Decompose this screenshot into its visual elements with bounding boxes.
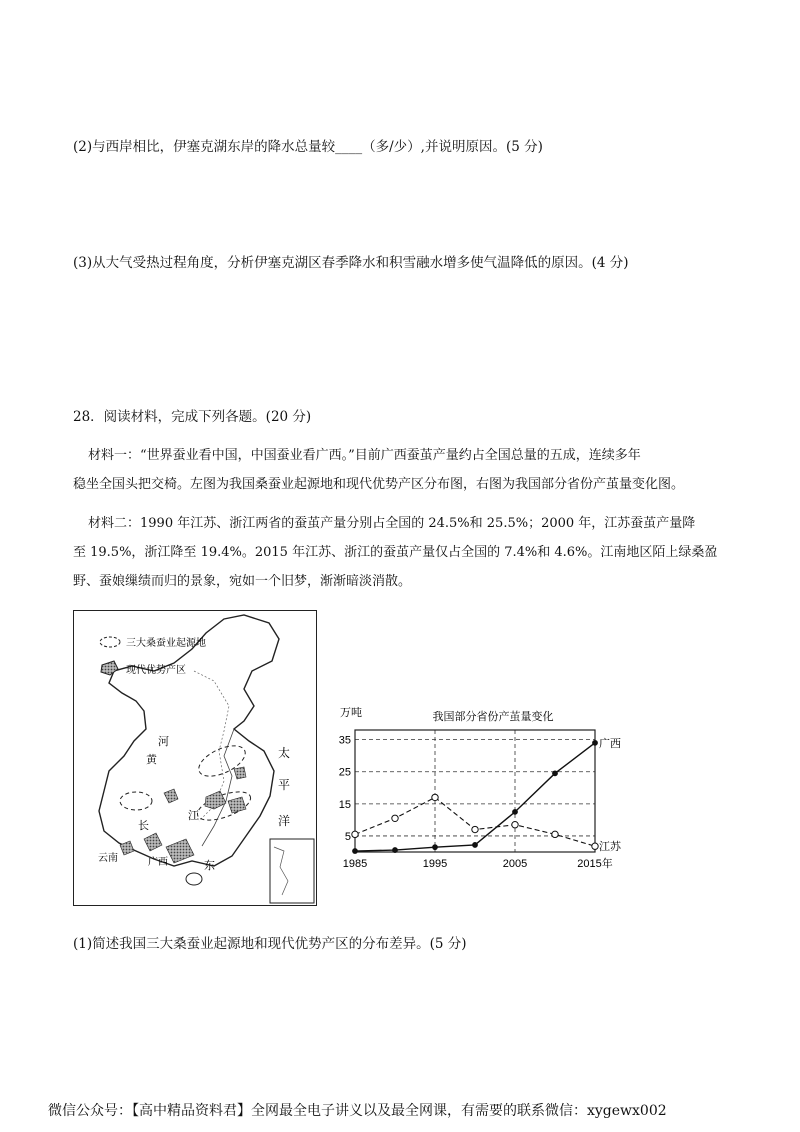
chart-ylabel: 万吨 — [340, 707, 362, 719]
data-point — [553, 771, 558, 776]
label-dong: 东 — [204, 860, 215, 872]
footer-wechat-note: 微信公众号：【高中精品资料君】全网最全电子讲义以及最全网课，有需要的联系微信：xygewx002 — [48, 1103, 667, 1119]
label-huang: 黄 — [146, 754, 157, 766]
modern-area-7 — [120, 841, 134, 855]
question-28-1: (1)简述我国三大桑蚕业起源地和现代优势产区的分布差异。(5 分) — [73, 936, 467, 952]
modern-area-5 — [144, 833, 162, 851]
south-sea-inset — [270, 839, 314, 903]
question-2: (2)与西岸相比，伊塞克湖东岸的降水总量较____（多/少）,并说明原因。(5 分) — [73, 139, 543, 155]
modern-area-4 — [228, 797, 246, 813]
legend-origin-icon — [100, 637, 120, 647]
y-tick-label: 35 — [338, 734, 351, 747]
modern-area-3 — [205, 791, 226, 809]
label-ping: 平 — [278, 778, 291, 792]
y-tick-label: 25 — [338, 766, 351, 779]
legend-modern-label: 现代优势产区 — [126, 665, 186, 676]
data-point — [592, 843, 598, 849]
data-point — [353, 849, 358, 854]
label-he: 河 — [158, 736, 169, 748]
modern-area-6 — [166, 839, 194, 863]
series-label: 江苏 — [599, 841, 621, 854]
data-point — [552, 831, 558, 837]
data-point — [392, 815, 398, 821]
coast-line — [202, 729, 234, 846]
modern-area-2 — [164, 789, 178, 803]
y-tick-label: 5 — [344, 830, 351, 843]
material-2-line-3: 野、蚕娘缫绩而归的景象，宛如一个旧梦，渐渐暗淡消散。 — [73, 574, 412, 589]
legend-origin-label: 三大桑蚕业起源地 — [126, 638, 206, 649]
series-line-guangxi — [355, 743, 595, 851]
origin-area-west — [120, 792, 152, 810]
chart-title: 我国部分省份产茧量变化 — [432, 711, 554, 723]
silk-map-figure — [73, 610, 317, 906]
label-chang: 长 — [138, 820, 149, 832]
series-line-jiangsu — [355, 797, 595, 846]
legend-modern-icon — [101, 661, 118, 675]
material-1-line-2: 稳坐全国头把交椅。左图为我国桑蚕业起源地和现代优势产区分布图，右图为我国部分省份产茧量变化图。 — [73, 477, 685, 492]
data-point — [593, 740, 598, 745]
question-28: 28．阅读材料，完成下列各题。(20 分) — [73, 409, 312, 425]
chart-frame — [355, 730, 595, 852]
map-svg — [74, 611, 316, 905]
chart-svg — [335, 700, 635, 880]
material-2-line-2: 至 19.5%，浙江降至 19.4%。2015 年江苏、浙江的蚕茧产量仅占全国的 7.4%和 4.6%。江南地区陌上绿桑盈 — [73, 545, 718, 560]
chart-axes — [339, 730, 613, 870]
y-tick-label: 15 — [338, 798, 351, 811]
label-yang: 洋 — [278, 814, 291, 828]
x-tick-label: 1995 — [422, 858, 448, 870]
production-chart — [335, 700, 635, 880]
china-outline — [99, 615, 279, 866]
label-yunnan: 云南 — [98, 853, 118, 864]
series-label: 广西 — [599, 737, 621, 750]
data-point — [352, 831, 358, 837]
label-jiang: 江 — [188, 810, 199, 822]
x-tick-label: 1985 — [342, 858, 368, 870]
data-point — [432, 794, 438, 800]
material-2-line-1: 材料二：1990 年江苏、浙江两省的蚕茧产量分别占全国的 24.5%和 25.5%；2000 年，江苏蚕茧产量降 — [88, 516, 696, 531]
x-tick-label: 2015年 — [577, 858, 613, 870]
label-guangxi: 广西 — [148, 857, 168, 868]
data-point — [512, 822, 518, 828]
label-tai: 太 — [278, 746, 291, 760]
data-point — [393, 848, 398, 853]
modern-area-1 — [234, 767, 246, 779]
data-point — [513, 809, 518, 814]
data-point — [472, 826, 478, 832]
data-point — [433, 845, 438, 850]
x-tick-label: 2005 — [502, 858, 528, 870]
hainan-island — [186, 873, 202, 885]
question-3: (3)从大气受热过程角度，分析伊塞克湖区春季降水和积雪融水增多使气温降低的原因。(4 分) — [73, 255, 629, 271]
chart-grid — [355, 730, 595, 852]
material-1-line-1: 材料一：“世界蚕业看中国，中国蚕业看广西。”目前广西蚕茧产量约占全国总量的五成，连续多年 — [88, 448, 641, 463]
data-point — [473, 843, 478, 848]
